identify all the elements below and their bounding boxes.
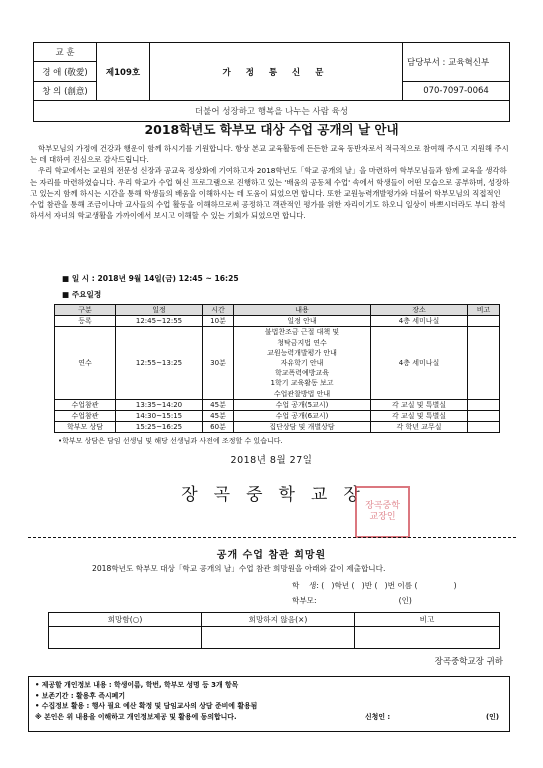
cell-remarks (468, 411, 500, 422)
official-seal (355, 486, 410, 538)
cell-content (234, 316, 371, 327)
cell-content (234, 422, 371, 433)
cell-category: 연수 (55, 327, 116, 399)
schedule-table (54, 304, 500, 433)
cell-time-range: 13:35~14:20 (116, 399, 203, 410)
table-row (55, 422, 500, 433)
cell-location: 각 교실 및 특별실 (371, 399, 468, 410)
signer-label: 신청인 : (365, 712, 391, 721)
privacy-item-retention: • 보존기간 : 활용후 즉시폐기 (35, 691, 125, 700)
content-line: 집단상담 및 개별상담 (269, 423, 335, 432)
col-header: 비고 (468, 305, 500, 316)
cell-remarks (468, 422, 500, 433)
cell-content (234, 327, 371, 399)
principal-signature: 장곡중학교장 (181, 485, 376, 505)
cell-location: 각 교실 및 특별실 (371, 411, 468, 422)
schedule-footnote: •학부모 상담은 담임 선생님 및 해당 선생님과 사전에 조정할 수 있습니다. (58, 437, 283, 445)
motto-1: 경 애 (敬愛) (34, 62, 97, 81)
notice-title: 2018학년도 학부모 대상 수업 공개의 날 안내 (144, 122, 399, 137)
content-line: 자유학기 안내 (280, 359, 324, 368)
cell-time-range: 12:55~13:25 (116, 327, 203, 399)
cell-duration: 30분 (203, 327, 234, 399)
cell-category: 등록 (55, 316, 116, 327)
content-line: 일정 안내 (287, 317, 317, 326)
schedule-heading: ■ 주요일정 (62, 290, 102, 299)
student-info-line[interactable]: 학 생: ( )학년 ( )반 ( )번 이름 ( ) (292, 581, 457, 590)
col-header: 내용 (234, 305, 371, 316)
form-title: 공개 수업 참관 희망원 (216, 550, 327, 561)
attend-mark-cell[interactable] (49, 627, 202, 649)
attendance-choice-table (48, 612, 500, 649)
cell-duration: 45분 (203, 411, 234, 422)
cell-duration: 45분 (203, 399, 234, 410)
issue-date: 2018년 8월 27일 (230, 455, 313, 466)
privacy-item-data: • 제공할 개인정보 내용 : 학생이름, 학번, 학부모 성명 등 3개 항목 (35, 681, 239, 689)
paragraph-greeting: 학부모님의 가정에 건강과 행운이 함께 하시기를 기원합니다. 항상 본교 교육활동에 든든한 교육 동반자로서 적극적으로 참여해 주시고 지원해 주시는 데 대하여 진심으로 감사드립니다. (30, 144, 509, 165)
motto-label: 교 훈 (34, 43, 97, 62)
table-row (55, 399, 500, 410)
content-line: 1학기 교육활동 보고 (270, 379, 334, 388)
content-line: 수업 공개(6교시) (275, 412, 329, 421)
cell-category: 학부모 상담 (55, 422, 116, 433)
table-row (55, 411, 500, 422)
content-line: 수업관찰방법 안내 (273, 389, 331, 398)
content-line: 수업 공개(5교시) (275, 400, 329, 409)
paragraph-purpose: 우리 학교에서는 교원의 전문성 신장과 공교육 정상화에 기여하고자 2018학년도「학교 공개의 날」을 마련하여 학부모님들과 함께 교육을 생각하는 자리를 마련하였습니다. 우리 학교가 수업 혁신 프로그램으로 진행하고 있는 '배움의 공동체 수업' 속에서 학생들이 어떤 모습으로 공부하며, 성장하고 있는지 함께 하시는 시간을 통해 학생들의 배움을 이해하시는 데 도움이 되었으면 합니다. 또한 교원능력개발평가와 더불어 학부모님의 직접적인 수업 참관을 통해 조금이나마 교사들의 수업 활동을 이해하므로써 공정하고 객관적인 평가를 위한 자리이기도 하오니 일상이 바쁘시더라도 부디 참석하셔서 자녀의 학교생활을 가까이에서 보시고 이해할 수 있는 기회가 되었으면 합니다. (30, 166, 510, 221)
cell-duration: 60분 (203, 422, 234, 433)
cell-remarks (468, 327, 500, 399)
cell-time-range: 12:45~12:55 (116, 316, 203, 327)
cell-category: 수업참관 (55, 411, 116, 422)
table-row (55, 327, 500, 399)
newsletter-header (33, 42, 510, 122)
content-line: 불법찬조금 근절 대책 및 (264, 328, 340, 337)
phone-number: 070-7097-0064 (403, 81, 510, 100)
content-line: 교원능력개발평가 안내 (267, 348, 337, 357)
signer-seal-mark: (인) (486, 712, 499, 721)
issue-number: 제109호 (97, 43, 150, 101)
motto-2: 창 의 (創意) (34, 81, 97, 100)
option-attend: 희망함(○) (49, 613, 202, 627)
slogan: 더불어 성장하고 행복을 나누는 사람 육성 (34, 101, 510, 122)
content-line: 청탁금지법 연수 (277, 338, 327, 347)
notice-body (30, 143, 510, 221)
cell-location: 각 학년 교무실 (371, 422, 468, 433)
addressee: 장곡중학교장 귀하 (434, 657, 503, 667)
seal-text: 장곡중학교장인 (365, 501, 400, 522)
col-header: 장소 (371, 305, 468, 316)
cell-category: 수업참관 (55, 399, 116, 410)
cell-content (234, 399, 371, 410)
newsletter-title: 가 정 통 신 문 (150, 43, 403, 101)
privacy-consent-statement: ※ 본인은 위 내용을 이해하고 개인정보제공 및 활용에 동의합니다. (35, 712, 237, 721)
col-header: 일정 (116, 305, 203, 316)
not-attend-mark-cell[interactable] (202, 627, 355, 649)
cell-content (234, 411, 371, 422)
cell-time-range: 15:25~16:25 (116, 422, 203, 433)
content-line: 학교폭력예방교육 (274, 369, 330, 378)
department: 담당부서 : 교육혁신부 (403, 43, 510, 82)
form-intro: 2018학년도 학부모 대상「학교 공개의 날」수업 참관 희망원을 아래와 같이 제출합니다. (92, 564, 386, 573)
cell-remarks (468, 399, 500, 410)
cut-line (28, 537, 516, 538)
privacy-item-usage: • 수집정보 활용 : 행사 필요 예산 확정 및 담임교사의 상담 준비에 활용됨 (35, 702, 258, 711)
cell-location: 4층 세미나실 (371, 316, 468, 327)
table-row (55, 316, 500, 327)
cell-time-range: 14:30~15:15 (116, 411, 203, 422)
privacy-consent-box (28, 676, 510, 732)
option-not-attend: 희망하지 않음(×) (202, 613, 355, 627)
cell-remarks (468, 316, 500, 327)
option-remarks: 비고 (355, 613, 500, 627)
datetime-line: ■ 일 시 : 2018년 9월 14일(금) 12:45 ~ 16:25 (62, 274, 239, 283)
remarks-cell[interactable] (355, 627, 500, 649)
col-header: 구분 (55, 305, 116, 316)
cell-location: 4층 세미나실 (371, 327, 468, 399)
parent-info-line[interactable]: 학부모: (인) (292, 596, 412, 605)
schedule-header-row (55, 305, 500, 316)
cell-duration: 10분 (203, 316, 234, 327)
col-header: 시간 (203, 305, 234, 316)
